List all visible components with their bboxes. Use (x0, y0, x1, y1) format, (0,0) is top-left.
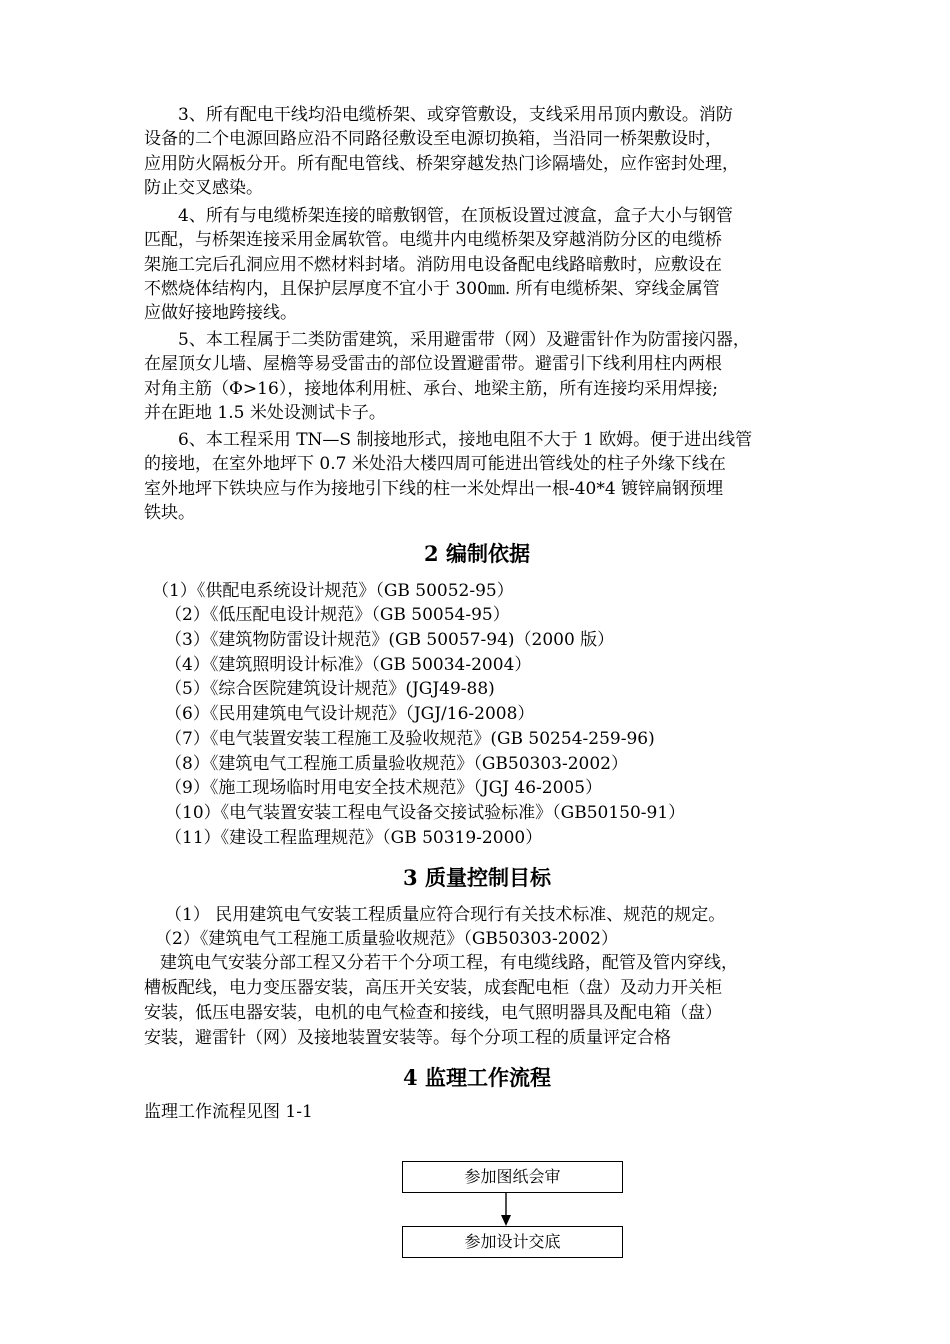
paragraph-line: 应做好接地跨接线。 (144, 303, 297, 324)
paragraph-5 (144, 328, 824, 425)
reference-item: （2）《低压配电设计规范》（GB 50054-95） (165, 605, 510, 625)
reference-item: （7）《电气装置安装工程施工及验收规范》(GB 50254-259-96) (165, 729, 655, 749)
paragraph-4 (144, 204, 824, 325)
paragraph-line: 安装，低压电器安装，电机的电气检查和接线，电气照明器具及配电箱（盘） (144, 1003, 722, 1023)
paragraph-line: 6、本工程采用 TN—S 制接地形式，接地电阻不大于 1 欧姆。便于进出线管 (178, 430, 753, 450)
paragraph-line: 铁块。 (144, 502, 195, 523)
paragraph-line: 应用防火隔板分开。所有配电管线、桥架穿越发热门诊隔墙处，应作密封处理， (144, 153, 739, 174)
quality-body (144, 951, 824, 1051)
paragraph-line: 的接地，在室外地坪下 0.7 米处沿大楼四周可能进出管线处的柱子外缘下线在 (144, 454, 726, 475)
section-2-heading: 2 编制依据 (424, 541, 530, 566)
paragraph-6 (144, 428, 824, 525)
paragraph-line: 槽板配线，电力变压器安装，高压开关安装，成套配电柜（盘）及动力开关柜 (144, 978, 722, 998)
paragraph-line: 3、所有配电干线均沿电缆桥架、或穿管敷设，支线采用吊顶内敷设。消防 (178, 105, 733, 125)
flow-intro: 监理工作流程见图 1-1 (144, 1102, 313, 1122)
paragraph-line: 对角主筋（Φ>16），接地体利用桩、承台、地梁主筋，所有连接均采用焊接; (144, 378, 719, 399)
paragraph-line: 匹配，与桥架连接采用金属软管。电缆井内电缆桥架及穿越消防分区的电缆桥 (144, 230, 722, 251)
quality-item: （2）《建筑电气工程施工质量验收规范》（GB50303-2002） (155, 929, 618, 949)
flow-step-drawing-review: 参加图纸会审 (402, 1161, 623, 1193)
paragraph-line: 并在距地 1.5 米处设测试卡子。 (144, 402, 386, 423)
paragraph-line: 安装，避雷针（网）及接地装置安装等。每个分项工程的质量评定合格 (144, 1028, 671, 1048)
reference-item: （3）《建筑物防雷设计规范》(GB 50057-94)（2000 版） (165, 630, 615, 650)
reference-item: （9）《施工现场临时用电安全技术规范》（JGJ 46-2005） (165, 778, 603, 798)
paragraph-line: 设备的二个电源回路应沿不同路径敷设至电源切换箱，当沿同一桥架敷设时， (144, 129, 722, 150)
reference-item: （8）《建筑电气工程施工质量验收规范》（GB50303-2002） (165, 754, 628, 774)
paragraph-line: 在屋顶女儿墙、屋檐等易受雷击的部位设置避雷带。避雷引下线利用柱内两根 (144, 354, 722, 375)
flow-arrow (500, 1193, 512, 1227)
paragraph-line: 4、所有与电缆桥架连接的暗敷钢管，在顶板设置过渡盒，盒子大小与钢管 (178, 206, 733, 226)
reference-item: （10）《电气装置安装工程电气设备交接试验标准》（GB50150-91） (165, 803, 686, 823)
reference-item: （4）《建筑照明设计标准》（GB 50034-2004） (165, 655, 532, 675)
flow-step-design-disclosure: 参加设计交底 (402, 1226, 623, 1258)
paragraph-3 (144, 103, 824, 200)
reference-item: （6）《民用建筑电气设计规范》（JGJ/16-2008） (165, 704, 535, 724)
paragraph-line: 建筑电气安装分部工程又分若干个分项工程，有电缆线路，配管及管内穿线， (160, 953, 738, 973)
paragraph-line: 架施工完后孔洞应用不燃材料封堵。消防用电设备配电线路暗敷时，应敷设在 (144, 254, 722, 275)
paragraph-line: 5、本工程属于二类防雷建筑，采用避雷带（网）及避雷针作为防雷接闪器， (178, 330, 750, 350)
quality-item: （1） 民用建筑电气安装工程质量应符合现行有关技术标准、规范的规定。 (165, 905, 726, 925)
paragraph-line: 防止交叉感染。 (144, 177, 263, 198)
paragraph-line: 不燃烧体结构内，且保护层厚度不宜小于 300㎜. 所有电缆桥架、穿线金属管 (144, 278, 720, 299)
reference-item: （11）《建设工程监理规范》（GB 50319-2000） (165, 828, 543, 848)
section-3-heading: 3 质量控制目标 (403, 865, 551, 890)
reference-item: （5）《综合医院建筑设计规范》(JGJ49-88) (165, 679, 495, 699)
paragraph-line: 室外地坪下铁块应与作为接地引下线的柱一米处焊出一根-40*4 镀锌扁钢预埋 (144, 478, 724, 499)
reference-item: （1）《供配电系统设计规范》（GB 50052-95） (152, 581, 514, 601)
section-4-heading: 4 监理工作流程 (403, 1065, 551, 1090)
